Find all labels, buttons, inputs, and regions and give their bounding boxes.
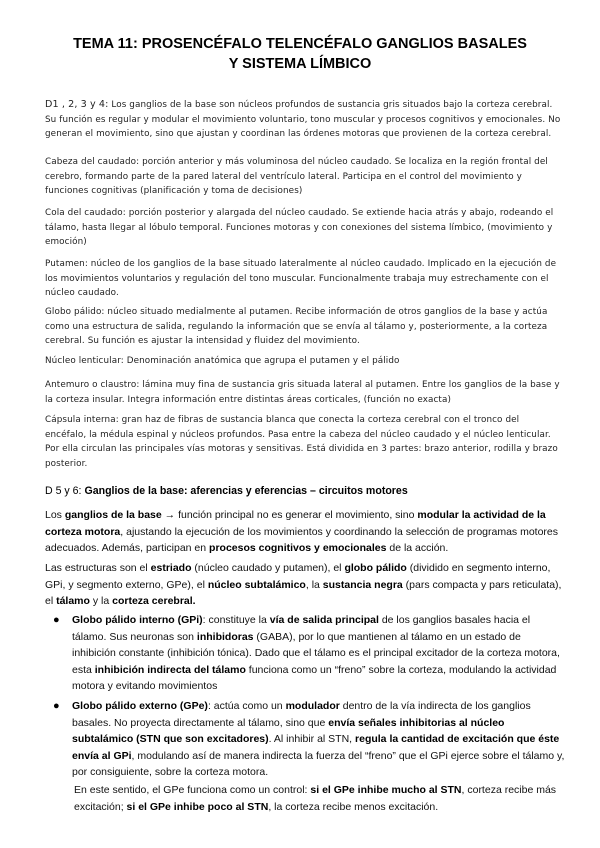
title-line-1: TEMA 11: PROSENCÉFALO TELENCÉFALO GANGLIOS BASALES	[73, 36, 527, 52]
text-run: En este sentido, el GPe funciona como un control:	[74, 784, 311, 796]
page-title	[40, 34, 560, 74]
bullet-icon: ●	[53, 614, 60, 626]
text-run-bold: Globo pálido interno (GPi)	[72, 614, 203, 626]
text-run-bold: si el GPe inhibe mucho al STN	[310, 784, 462, 796]
text-run: (dividido en segmento interno, GPi, y segmento externo, GPe), el	[45, 562, 551, 591]
ganglios-paragraph	[45, 507, 565, 557]
text-run-bold: globo pálido	[344, 562, 407, 574]
gpi-bullet-item	[72, 612, 566, 695]
text-run-bold: envía señales inhibitorias al núcleo subtalámico (STN que son excitadores)	[72, 716, 505, 745]
section-heading-text: Ganglios de la base: aferencias y eferencias – circuitos motores	[84, 485, 408, 497]
text-run-bold: inhibidoras	[196, 630, 254, 643]
text-run-bold: Globo pálido externo (GPe)	[72, 700, 208, 712]
text-run: (núcleo caudado y putamen), el	[191, 562, 345, 574]
text-run: Las estructuras son el	[45, 562, 151, 574]
gpe-bullet-item	[72, 698, 566, 781]
globo-palido-paragraph: Globo pálido: núcleo situado medialmente al putamen. Recibe información de otros ganglios de la base y actúa como una estructura de salida, regulando la información que se envía al tálamo y, posteriormente, a la corteza cerebral. Su función es ajustar la intensidad y fluidez del movimiento.	[45, 307, 548, 347]
estructuras-paragraph	[45, 560, 565, 610]
text-run-bold: tálamo	[56, 595, 90, 607]
text-run: , ajustando la ejecución de los movimientos y coordinando la selección de programas motores adecuados. Además, participan en	[45, 525, 559, 554]
nucleo-lenticular-paragraph: Núcleo lenticular: Denominación anatómica que agrupa el putamen y el pálido	[45, 356, 400, 366]
section-heading	[45, 484, 563, 499]
text-run: . Al inhibir al STN,	[268, 733, 356, 745]
text-run: , la corteza recibe menos excitación.	[268, 800, 439, 813]
text-run-bold: núcleo subtalámico	[207, 578, 306, 591]
text-run: funciona como un “freno” sobre la corteza, modulando la actividad motora y evitando movimientos	[72, 663, 557, 692]
text-run-bold: ganglios de la base	[64, 509, 162, 521]
text-run: , la	[305, 578, 323, 591]
intro-label: D1 , 2, 3 y 4:	[45, 99, 109, 110]
text-run-bold: estriado	[150, 562, 192, 574]
text-run-bold: modulador	[285, 700, 340, 712]
text-run-bold: sustancia negra	[322, 578, 403, 591]
text-run-bold: inhibición indirecta del tálamo	[94, 663, 246, 676]
text-run: dentro de la vía indirecta de los ganglios basales. No proyecta directamente al tálamo, sino que	[72, 700, 531, 729]
text-run: Los	[45, 509, 65, 521]
text-run: → función principal no es generar el movimiento, sino	[161, 509, 418, 521]
text-run-bold: corteza cerebral.	[112, 595, 196, 607]
intro-text: Los ganglios de la base son núcleos profundos de sustancia gris situados bajo la corteza cerebral. Su función es regular y modular el movimiento voluntario, tono muscular y procesos cognitivos y emocionales. No generan el movimiento, sino que ajustan y coordinan las órdenes motoras que provienen de la corteza cerebral.	[45, 100, 561, 140]
title-line-2: Y SISTEMA LÍMBICO	[228, 56, 372, 72]
text-run-bold: si el GPe inhibe poco al STN	[126, 800, 269, 813]
text-run: (GABA), por lo que mantienen al tálamo en un estado de inhibición constante (inhibición tónica). Dado que el tálamo es el principal excitador de la corteza motora, esta	[72, 630, 560, 676]
gpe-control-paragraph	[74, 782, 564, 815]
text-run: y la	[89, 595, 113, 607]
text-run: : constituye la	[202, 614, 270, 626]
text-run: , corteza recibe más excitación;	[74, 784, 557, 813]
caudado-cola-paragraph: Cola del caudado: porción posterior y alargada del núcleo caudado. Se extiende hacia atrás y abajo, rodeando el tálamo, hasta llegar al lóbulo temporal. Funciones motoras y con conexiones del sistema límbico, (movimiento y emoción)	[45, 208, 554, 248]
text-run-bold: modular la actividad de la corteza motora	[45, 509, 546, 538]
intro-paragraph	[45, 98, 563, 142]
text-run: de la acción.	[386, 542, 449, 554]
caudado-cabeza-paragraph: Cabeza del caudado: porción anterior y más voluminosa del núcleo caudado. Se localiza en la región frontal del cerebro, formando parte de la pared lateral del ventrículo lateral. Participa en el control del movimiento y funciones cognitivas (planificación y toma de decisiones)	[45, 157, 548, 197]
section-label: D 5 y 6:	[45, 485, 82, 497]
text-run-bold: regula la cantidad de excitación que éste envía al GPi	[72, 733, 560, 762]
antemuro-paragraph: Antemuro o claustro: lámina muy fina de sustancia gris situada lateral al putamen. Entre los ganglios de la base y la corteza insular. Integra información entre distintas áreas corticales, (función no exacta)	[45, 380, 560, 405]
text-run: de los ganglios basales hacia el tálamo. Sus neuronas son	[72, 614, 531, 643]
bullet-icon: ●	[53, 700, 60, 712]
text-run-bold: vía de salida principal	[269, 614, 379, 626]
text-run-bold: procesos cognitivos y emocionales	[209, 542, 387, 554]
text-run: : actúa como un	[207, 700, 286, 712]
text-run: (pars compacta y pars reticulata), el	[45, 578, 562, 607]
capsula-interna-paragraph: Cápsula interna: gran haz de fibras de sustancia blanca que conecta la corteza cerebral con el tronco del encéfalo, la médula espinal y núcleos profundos. Pasa entre la cabeza del núcleo caudado y el núcleo lenticular. Por ella circulan las principales vías motoras y sensitivas. Está dividida en 3 partes: brazo anterior, rodilla y brazo posterior.	[45, 415, 558, 469]
putamen-paragraph: Putamen: núcleo de los ganglios de la base situado lateralmente al núcleo caudado. Implicado en la ejecución de los movimientos voluntarios y regulación del tono muscular. Funcionalmente trabaja muy estrechamente con el núcleo caudado.	[45, 259, 557, 299]
text-run: , modulando así de manera indirecta la fuerza del “freno” que el GPi ejerce sobre el tálamo y, por consiguiente, sobre la corteza motora.	[72, 749, 565, 778]
